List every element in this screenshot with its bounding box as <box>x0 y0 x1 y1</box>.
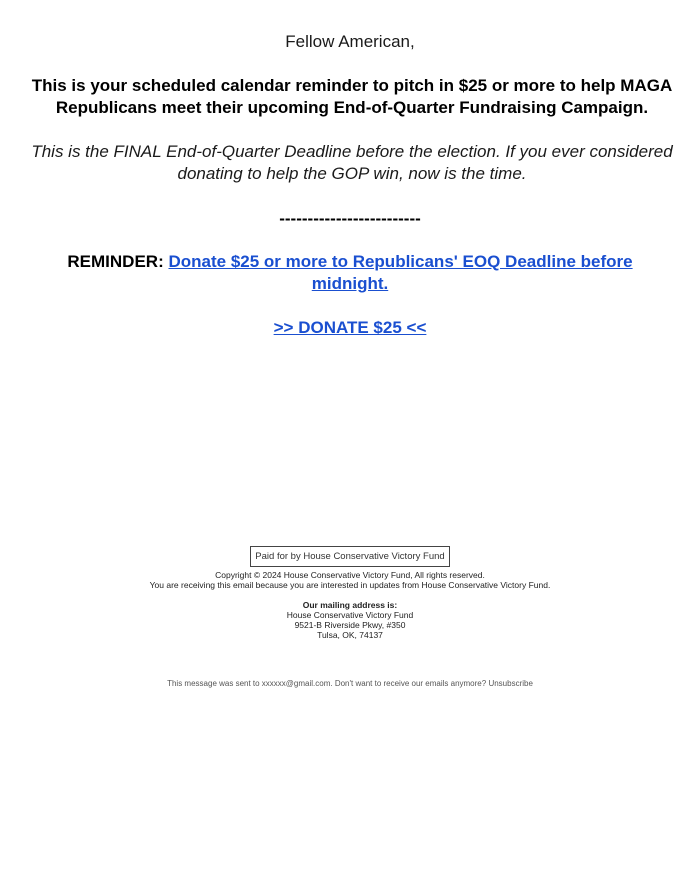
receiving-notice: You are receiving this email because you are interested in updates from House Conservative Victory Fund. <box>149 580 551 590</box>
donate-reminder-link[interactable]: Donate $25 or more to Republicans' EOQ Deadline before midnight. <box>168 252 633 293</box>
sent-to-notice <box>0 679 700 689</box>
donate-button-link[interactable]: >> DONATE $25 << <box>273 318 427 337</box>
intro-paragraph: This is your scheduled calendar reminder to pitch in $25 or more to help MAGA Republicans meet their upcoming End-of-Quarter Fundraising Campaign. <box>31 76 673 117</box>
paid-for-disclaimer: Paid for by House Conservative Victory Fund <box>250 546 449 567</box>
mailing-address-label: Our mailing address is: <box>302 600 398 610</box>
reminder-paragraph <box>0 251 700 295</box>
sent-to-text: This message was sent to xxxxxx@gmail.com. Don't want to receive our emails anymore? <box>167 679 487 688</box>
urgency-paragraph: This is the FINAL End-of-Quarter Deadline before the election. If you ever considered donating to help the GOP win, now is the time. <box>31 142 673 183</box>
donate-row <box>0 317 700 338</box>
greeting: Fellow American, <box>285 32 415 51</box>
address-name: House Conservative Victory Fund <box>286 610 414 620</box>
address-city: Tulsa, OK, 74137 <box>317 630 383 640</box>
unsubscribe-link[interactable]: Unsubscribe <box>488 679 533 688</box>
text-divider: ------------------------- <box>279 209 421 228</box>
address-street: 9521-B Riverside Pkwy, #350 <box>294 620 406 630</box>
reminder-label: REMINDER: <box>67 252 164 271</box>
footer <box>0 546 700 640</box>
reminder-wrap <box>45 251 655 295</box>
copyright-text: Copyright © 2024 House Conservative Victory Fund, All rights reserved. <box>215 570 485 580</box>
